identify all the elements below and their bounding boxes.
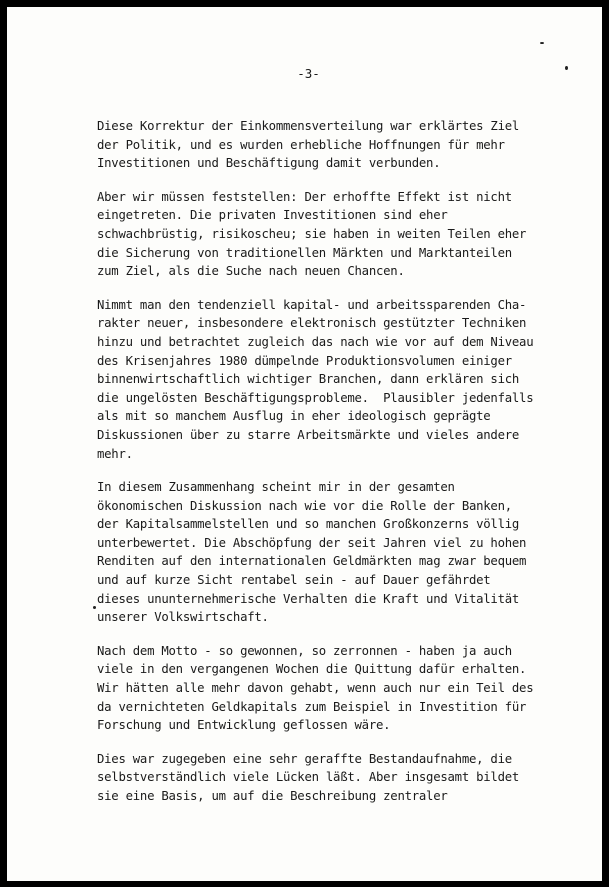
page-number: -3- <box>297 66 320 81</box>
text-line: und auf kurze Sicht rentabel sein - auf Dauer gefährdet <box>97 573 491 588</box>
text-line: mehr. <box>97 446 133 461</box>
text-line: ökonomischen Diskussion nach wie vor die Rolle der Banken, <box>97 498 512 513</box>
paragraph <box>97 642 577 735</box>
paragraph <box>97 296 577 463</box>
paragraph <box>97 117 577 173</box>
text-line: Dies war zugegeben eine sehr geraffte Bestandaufnahme, die <box>97 751 512 766</box>
text-line: der Politik, und es wurden erhebliche Hoffnungen für mehr <box>97 137 505 152</box>
text-line: selbstverständlich viele Lücken läßt. Aber insgesamt bildet <box>97 770 520 785</box>
text-line: Nach dem Motto - so gewonnen, so zerronnen - haben ja auch <box>97 643 512 658</box>
paragraph <box>97 750 577 806</box>
text-line: rakter neuer, insbesondere elektronisch gestützter Techniken <box>97 316 527 331</box>
text-line: In diesem Zusammenhang scheint mir in der gesamten <box>97 480 455 495</box>
text-line: die ungelösten Beschäftigungsprobleme. Plausibler jedenfalls <box>97 390 534 405</box>
text-line: da vernichteten Geldkapitals zum Beispiel in Investition für <box>97 699 527 714</box>
text-line: der Kapitalsammelstellen und so manchen Großkonzerns völlig <box>97 517 520 532</box>
paragraph <box>97 188 577 281</box>
text-line: Diese Korrektur der Einkommensverteilung war erklärtes Ziel <box>97 119 520 133</box>
text-line: unterbewertet. Die Abschöpfung der seit Jahren viel zu hohen <box>97 535 527 550</box>
document-body <box>97 117 577 821</box>
text-line: sie eine Basis, um auf die Beschreibung zentraler <box>97 789 448 803</box>
text-line: schwachbrüstig, risikoscheu; sie haben in weiten Teilen eher <box>97 226 527 241</box>
text-line: eingetreten. Die privaten Investitionen sind eher <box>97 208 448 223</box>
document-page <box>7 7 602 881</box>
text-line: Nimmt man den tendenziell kapital- und arbeitssparenden Cha- <box>97 297 527 312</box>
text-line: hinzu und betrachtet zugleich das nach wie vor auf dem Niveau <box>97 334 534 349</box>
text-line: des Krisenjahres 1980 dümpelnde Produktionsvolumen einiger <box>97 353 512 368</box>
text-line: unserer Volkswirtschaft. <box>97 610 269 625</box>
scan-speck <box>93 606 96 609</box>
text-line: Wir hätten alle mehr davon gehabt, wenn auch nur ein Teil des <box>97 681 534 696</box>
text-line: Investitionen und Beschäftigung damit verbunden. <box>97 156 441 171</box>
text-line: Renditen auf den internationalen Geldmärkten mag zwar bequem <box>97 554 527 569</box>
text-line: dieses ununternehmerische Verhalten die Kraft und Vitalität <box>97 591 520 606</box>
text-line: viele in den vergangenen Wochen die Quittung dafür erhalten. <box>97 662 527 677</box>
text-line: Aber wir müssen feststellen: Der erhoffte Effekt ist nicht <box>97 189 512 204</box>
text-line: als mit so manchem Ausflug in eher ideologisch geprägte <box>97 409 491 424</box>
text-line: zum Ziel, als die Suche nach neuen Chancen. <box>97 264 405 279</box>
scan-speck <box>540 42 544 44</box>
paragraph <box>97 478 577 627</box>
text-line: binnenwirtschaftlich wichtiger Branchen, dann erklären sich <box>97 372 520 387</box>
text-line: Diskussionen über zu starre Arbeitsmärkte und vieles andere <box>97 427 520 442</box>
text-line: die Sicherung von traditionellen Märkten und Marktanteilen <box>97 245 512 260</box>
text-line: Forschung und Entwicklung geflossen wäre. <box>97 718 391 733</box>
